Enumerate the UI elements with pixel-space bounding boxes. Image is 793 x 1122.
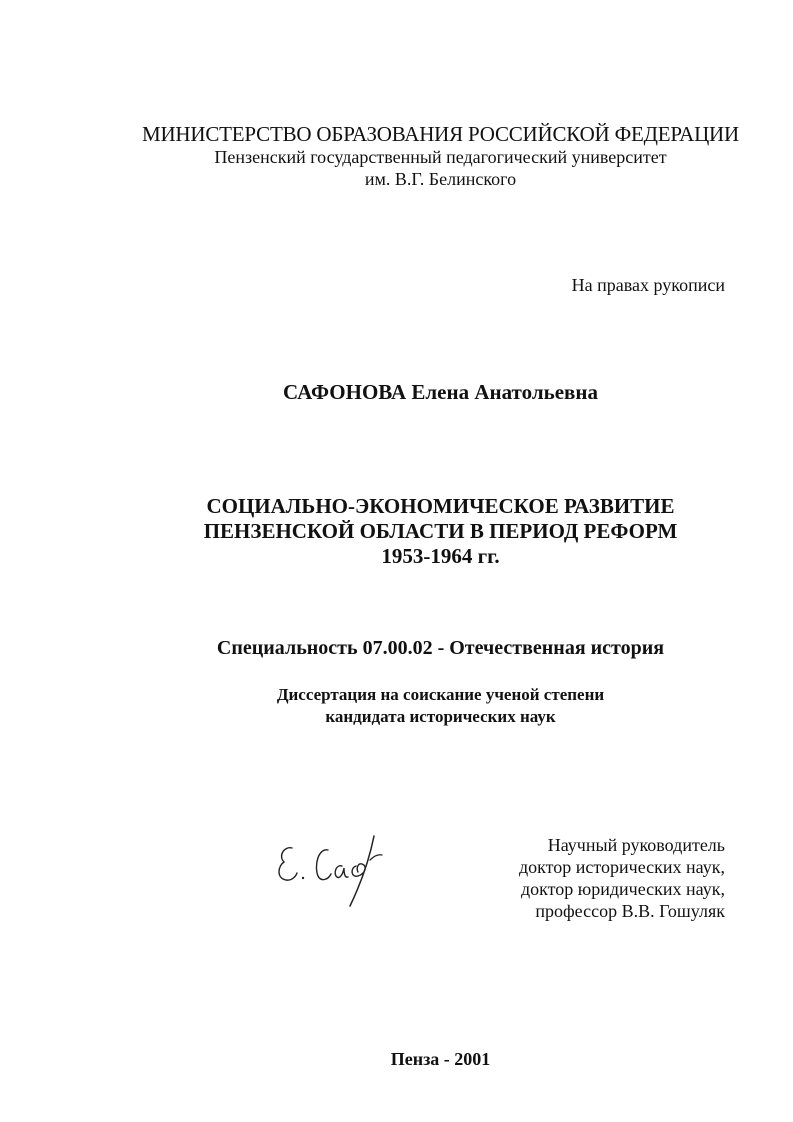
supervisor-degree-1: доктор исторических наук,: [519, 857, 725, 877]
supervisor-title: Научный руководитель: [547, 835, 725, 855]
manuscript-rights-note: На правах рукописи: [571, 275, 725, 295]
university-name: Пензенский государственный педагогический университет: [214, 147, 667, 167]
supervisor-name: профессор В.В. Гошуляк: [535, 901, 725, 921]
specialty-line: Специальность 07.00.02 - Отечественная история: [216, 637, 665, 659]
dissertation-degree-line-2: кандидата исторических наук: [325, 707, 556, 726]
thesis-title-line-1: СОЦИАЛЬНО-ЭКОНОМИЧЕСКОЕ РАЗВИТИЕ: [206, 494, 675, 518]
dissertation-degree-line-1: Диссертация на соискание ученой степени: [276, 685, 605, 704]
supervisor-block: [519, 834, 725, 922]
thesis-title-line-3: 1953-1964 гг.: [381, 544, 500, 568]
university-named-after: им. В.Г. Белинского: [364, 169, 517, 189]
ministry-heading: МИНИСТЕРСТВО ОБРАЗОВАНИЯ РОССИЙСКОЙ ФЕДЕРАЦИИ: [141, 122, 739, 146]
handwritten-signature-icon: [270, 826, 390, 916]
place-and-year: Пенза - 2001: [390, 1049, 491, 1069]
author-name: САФОНОВА Елена Анатольевна: [283, 380, 598, 404]
supervisor-degree-2: доктор юридических наук,: [521, 879, 725, 899]
thesis-title-line-2: ПЕНЗЕНСКОЙ ОБЛАСТИ В ПЕРИОД РЕФОРМ: [203, 519, 678, 543]
